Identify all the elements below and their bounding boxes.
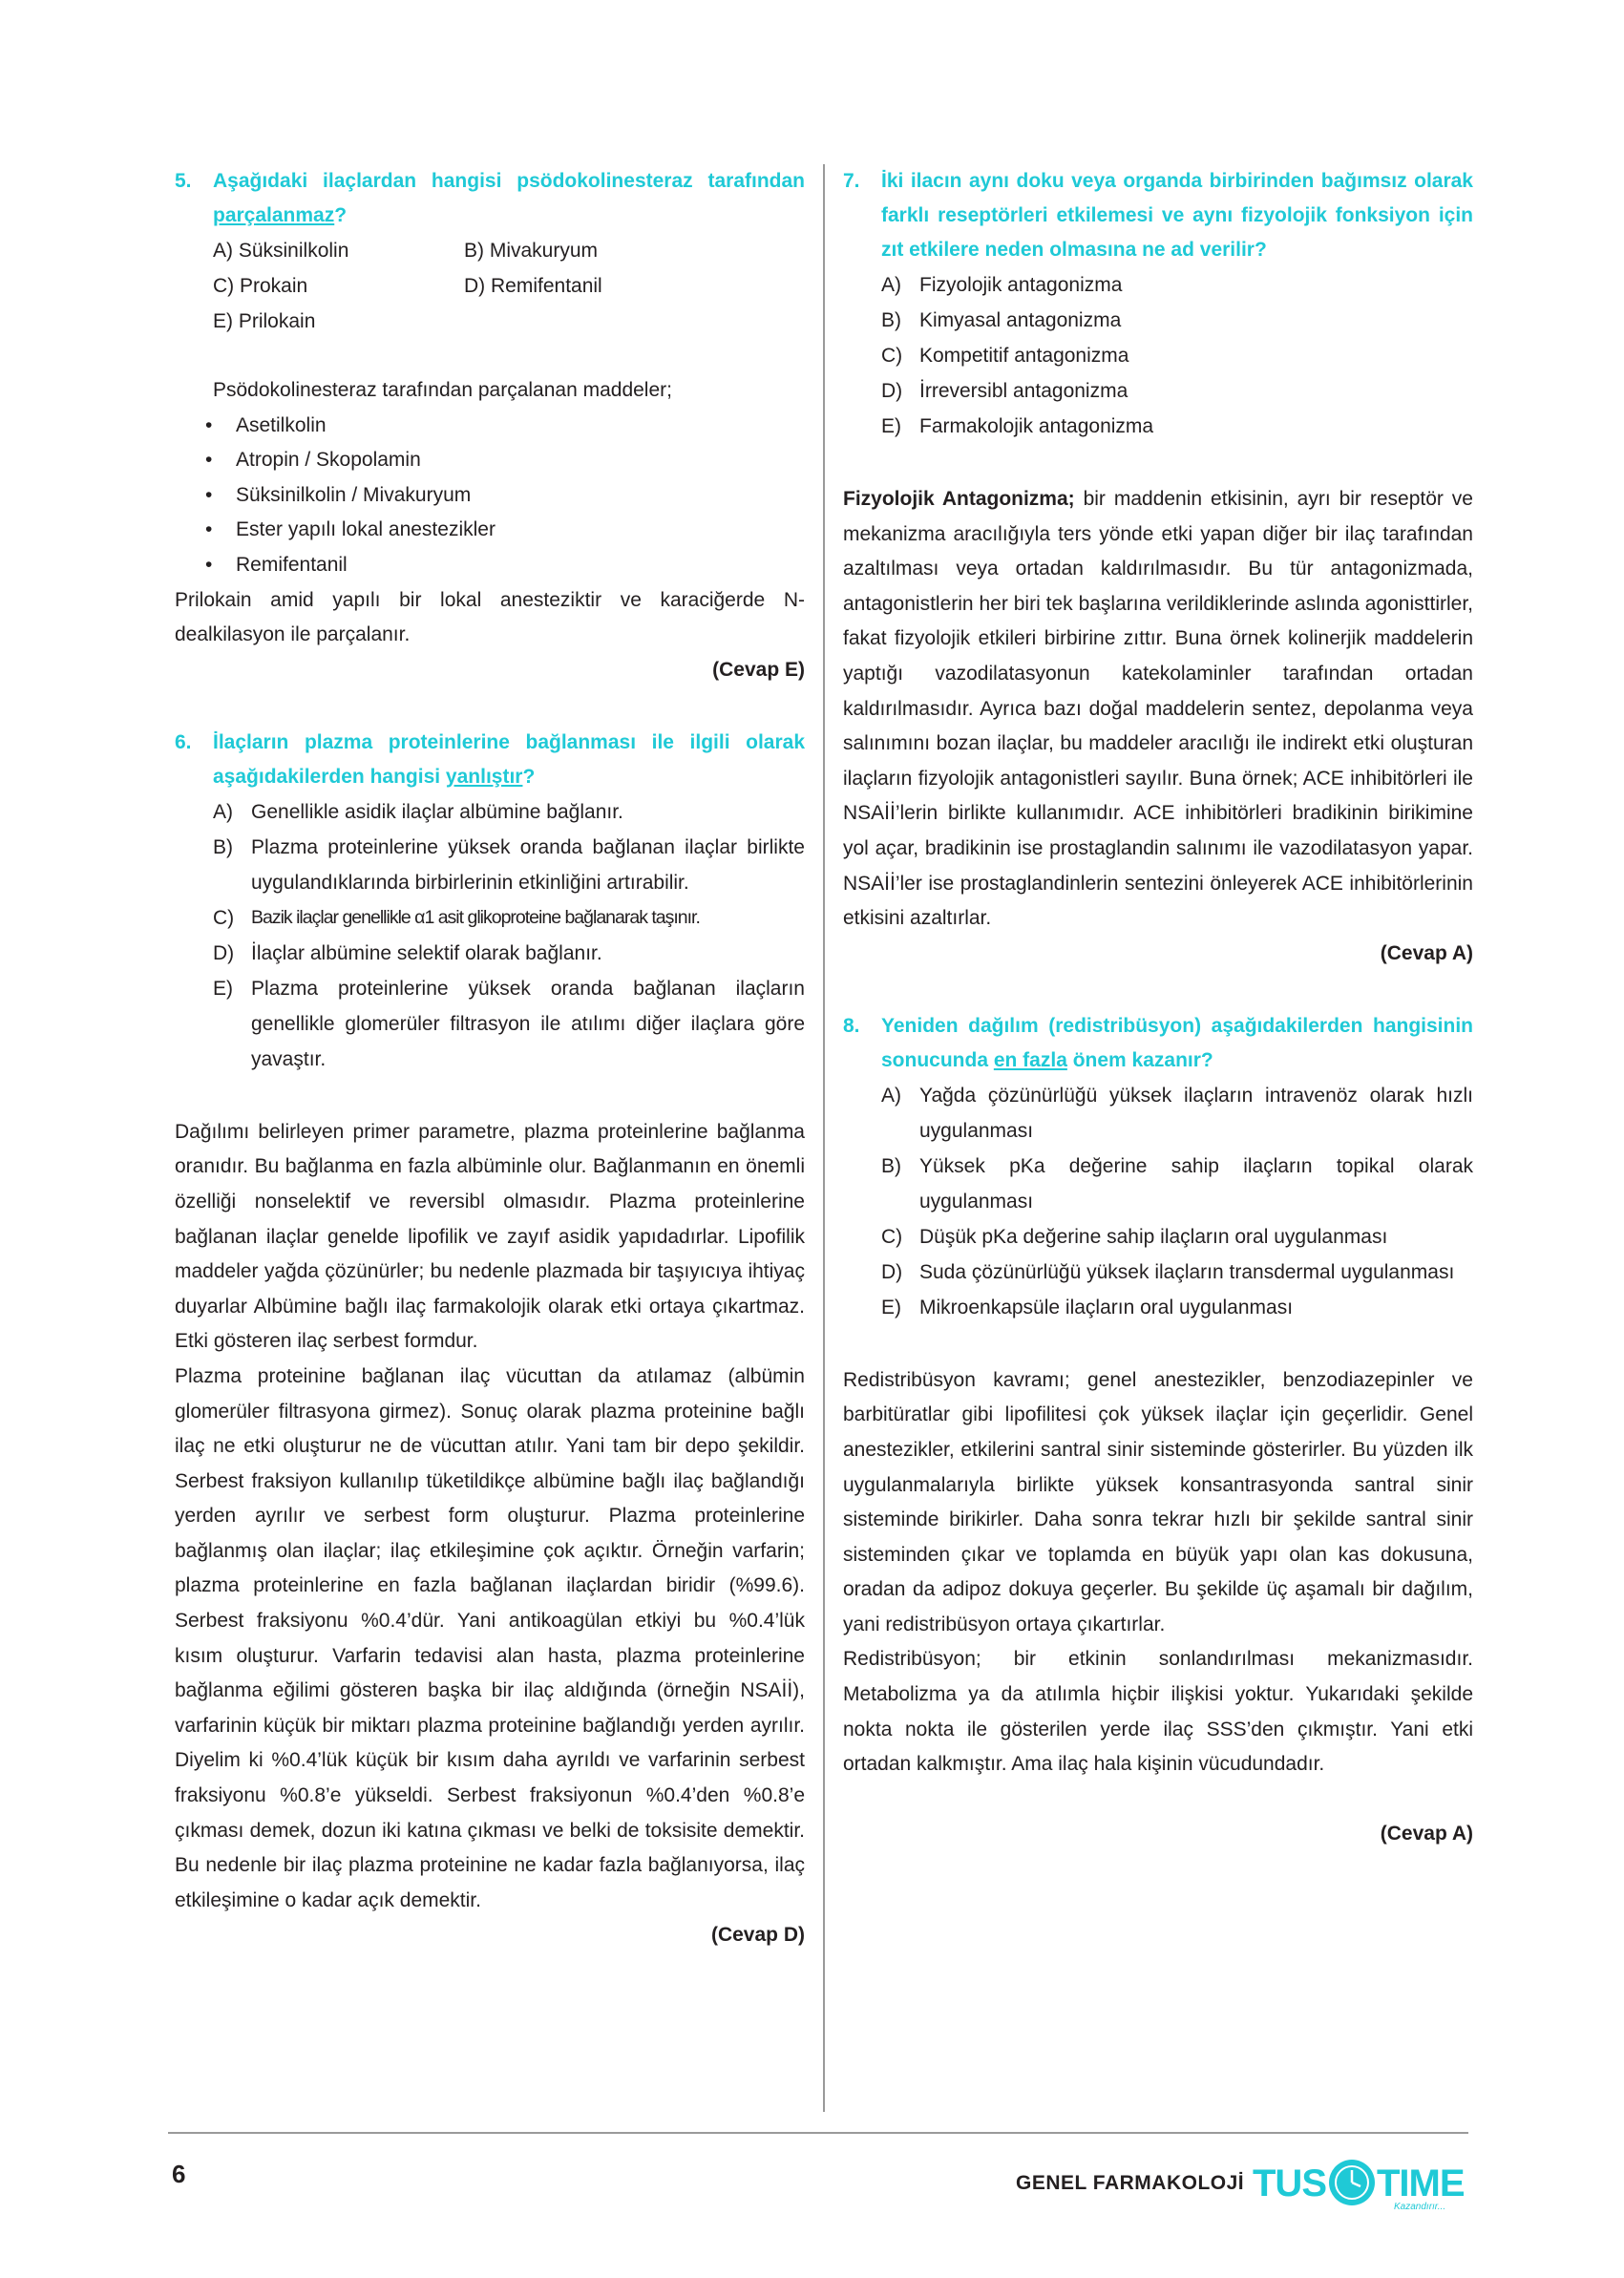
question-text-part: ? [522,765,536,788]
option-text: Plazma proteinlerine yüksek oranda bağlanan ilaçlar birlikte uygulandıklarında birbirlerinin etkinliğini artırabilir. [251,835,805,894]
option-text: Fizyolojik antagonizma [919,274,1123,296]
bullet-list [175,409,805,583]
option-d [881,373,1473,409]
option-text: Kompetitif antagonizma [919,345,1129,367]
option-text: Bazik ilaçlar genellikle α1 asit glikoproteine bağlanarak taşınır. [251,906,700,928]
right-column [843,164,1473,1851]
option-a [213,794,805,830]
answer-label: (Cevap D) [710,1924,805,1947]
option-letter: E) [213,977,233,1000]
question-number: 8. [843,1014,860,1037]
left-column [175,164,805,1952]
option-letter: D) [881,1260,903,1283]
option-b [881,1149,1473,1219]
option-text: Yağda çözünürlüğü yüksek ilaçların intravenöz olarak hızlı uygulanması [919,1084,1473,1142]
clock-icon [1329,2160,1375,2205]
option-text: Yüksek pKa değerine sahip ilaçların topikal olarak uygulanması [919,1154,1473,1213]
option-letter: C) [881,345,903,367]
question-text-part: Aşağıdaki ilaçlardan hangisi psödokolinesteraz tarafından [213,170,805,192]
list-item: • Atropin / Skopolamin [175,443,805,478]
answer-label: (Cevap A) [1380,1822,1473,1845]
option-e [881,409,1473,444]
explanation-paragraph [843,482,1473,937]
question-emphasis: yanlıştır [445,765,523,788]
option-text: Mikroenkapsüle ilaçların oral uygulanması [919,1296,1294,1318]
option-b: B) Mivakuryum [464,240,599,262]
option-b [213,830,805,900]
option-letter: D) [881,380,903,402]
option-text: Suda çözünürlüğü yüksek ilaçların transdermal uygulanması [919,1260,1455,1283]
option-b [881,303,1473,338]
option-letter: E) [881,415,901,437]
explanation-paragraph: Dağılımı belirleyen primer parametre, plazma proteinlerine bağlanma oranıdır. Bu bağlanma en fazla albüminle olur. Bağlanmanın en önemli özelliği nonselektif ve reversibl olmasıdır. Plazma proteinlerine bağlanan ilaçlar genelde lipofilik ve zayıf asidik yapıdadırlar. Lipofilik maddeler yağda çözünürler; bu nedenle plazmada bir taşıyıcıya ihtiyaç duyarlar Albümine bağlı ilaç farmakolojik olarak etki ortaya çıkartmaz. Etki gösteren ilaç serbest formdur. [175,1120,805,1353]
option-text: Düşük pKa değerine sahip ilaçların oral uygulanması [919,1225,1388,1248]
question-text [881,1009,1473,1078]
question-emphasis: parçalanmaz [213,204,335,226]
option-letter: B) [881,1154,901,1177]
question-text-part: İlaçların plazma proteinlerine bağlanması ile ilgili olarak aşağıdakilerden hangisi [213,730,805,788]
question-number: 7. [843,170,860,192]
option-text: Farmakolojik antagonizma [919,415,1154,437]
question-text [213,726,805,794]
explanation-text: bir maddenin etkisinin, ayrı bir reseptör ve mekanizma aracılığıyla ters yönde etki yapan diğer bir ilaç tarafından azaltılması veya ortadan kaldırılmasıdır. Bu tür antagonizmada, antagonistlerin her biri tek başlarına verildiklerinde aslında agonisttirler, fakat fizyolojik etkileri birbirine zıttır. Buna örnek kolinerjik maddelerin yaptığı vazodilatasyonun katekolaminler tarafından ortadan kaldırılmasıdır. Ayrıca bazı doğal maddelerin sentez, depolanma veya salınımını bozan ilaçlar, bu maddeler aracılığı ile indirekt etki oluşturan ilaçların fizyolojik antagonistleri sayılır. Buna örnek; ACE inhibitörleri ile NSAİİ’lerin birlikte kullanımıdır. ACE inhibitörleri bradikinin birikimine yol açar, bradikinin ise prostaglandin salınımı ile vazodilatasyon yapar. NSAİİ’ler ise prostaglandinlerin sentezini önleyerek ACE inhibitörlerinin etkisini azaltırlar. [843,488,1473,930]
section-title: GENEL FARMAKOLOJİ [1016,2172,1245,2194]
list-item: • Asetilkolin [175,409,805,444]
option-d [213,936,805,971]
question-text: İki ilacın aynı doku veya organda birbirinden bağımsız olarak farklı reseptörleri etkilemesi ve aynı fizyolojik fonksiyon için zıt etkilere neden olmasına ne ad verilir? [881,170,1473,261]
logo-tagline: Kazandırır... [1394,2202,1446,2211]
option-e: E) Prilokain [213,310,316,332]
logo-tus: TUS [1253,2162,1326,2204]
list-item: • Süksinilkolin / Mivakuryum [175,478,805,514]
footer-divider [168,2132,1468,2134]
option-d: D) Remifentanil [464,275,602,297]
question-6-options [213,794,805,1077]
question-text-part: Yeniden dağılım (redistribüsyon) aşağıdakilerden hangisinin sonucunda [881,1014,1473,1071]
option-d [881,1255,1473,1290]
option-text: İrreversibl antagonizma [919,380,1128,402]
term-heading: Fizyolojik Antagonizma; [843,488,1075,510]
question-text-part: ? [334,204,348,226]
option-c: C) Prokain [213,275,308,297]
question-text-part: önem kazanır? [1066,1048,1213,1071]
option-e [213,971,805,1077]
explanation-intro: Psödokolinesteraz tarafından parçalanan maddeler; [213,379,672,401]
column-divider [823,164,825,2112]
option-a: A) Süksinilkolin [213,240,349,262]
option-a [881,267,1473,303]
list-item: • Remifentanil [175,548,805,583]
option-c [213,900,805,936]
question-text [213,164,805,233]
option-letter: B) [213,835,233,858]
logo-time: TIME [1377,2162,1465,2204]
question-5-stem [175,164,805,233]
explanation-paragraph: Redistribüsyon kavramı; genel anestezikler, benzodiazepinler ve barbitüratlar gibi lipofilitesi çok yüksek ilaçlar için geçerlidir. Genel anestezikler, etkilerini santral sinir sisteminde gösterirler. Bu yüzden ilk uygulanmalarıyla birlikte yüksek konsantrasyonda santral sinir sisteminde birikirler. Daha sonra tekrar hızlı bir şekilde santral sinir sisteminden çıkar ve toplamda en büyük yapı olan kas dokusuna, oradan da adipoz dokuya geçerler. Bu şekilde üç aşamalı bir dağılım, yani redistribüsyon ortaya çıkartırlar. [843,1368,1473,1635]
page-number: 6 [172,2160,186,2188]
option-letter: C) [881,1225,903,1248]
explanation-paragraph: Redistribüsyon; bir etkinin sonlandırılması mekanizmasıdır. Metabolizma ya da atılımla hiçbir ilişkisi yoktur. Yukarıdaki şekilde nokta nokta ile gösterilen yerde ilaç SSS’den çıkmıştır. Yani etki ortadan kalkmıştır. Ama ilaç hala kişinin vücudundadır. [843,1648,1473,1776]
option-letter: A) [881,274,901,296]
question-number: 6. [175,730,192,753]
answer-label: (Cevap A) [1380,941,1473,964]
question-number: 5. [175,170,192,192]
question-7-stem [843,164,1473,267]
question-5-options [213,233,805,339]
explanation-paragraph: Plazma proteinine bağlanan ilaç vücuttan da atılamaz (albümin glomerüler filtrasyona girmez). Sonuç olarak plazma proteinine bağlı ilaç ne etki oluşturur ne de vücuttan atılır. Yani tam bir depo şekildir. Serbest fraksiyon kullanılıp tüketildikçe albümine bağlı ilaç bağlandığı yerden ayrılır ve serbest form oluşturur. Plazma proteinlerine bağlanmış olan ilaçlar; ilaç etkileşimine çok açıktır. Örneğin varfarin; plazma proteinlerine en fazla bağlanan ilaçlardan biridir (%99.6). Serbest fraksiyonu %0.4’dür. Yani antikoagülan etkiyi bu %0.4’lük kısım oluşturur. Varfarin tedavisi alan hasta, plazma proteinlerine bağlanma eğilimi gösteren başka bir ilaç aldığında (örneğin NSAİİ), varfarinin küçük bir miktarı plazma proteinine bağlandığı yerden ayrılır. Diyelim ki %0.4’lük küçük bir kısım daha ayrıldı ve varfarinin serbest fraksiyonu %0.8’e yükseldi. Serbest fraksiyonun %0.4’den %0.8’e çıkması demek, dozun iki katına çıkması ve belki de toksisite demektir. Bu nedenle bir ilaç plazma proteinine ne kadar fazla bağlanıyorsa, ilaç etkileşimine o kadar açık demektir. [175,1364,805,1911]
option-letter: A) [881,1084,901,1107]
option-text: Plazma proteinlerine yüksek oranda bağlanan ilaçların genellikle glomerüler filtrasyon ile atılımı diğer ilaçlara göre yavaştır. [251,977,805,1070]
tustime-logo [1253,2154,1472,2211]
option-letter: E) [881,1296,901,1318]
answer-label: (Cevap E) [712,658,805,681]
option-text: Genellikle asidik ilaçlar albümine bağlanır. [251,800,623,823]
option-c [881,1219,1473,1255]
list-item: • Ester yapılı lokal anestezikler [175,513,805,548]
option-c [881,338,1473,373]
question-8-stem [843,1009,1473,1078]
question-7-options [881,267,1473,444]
option-text: Kimyasal antagonizma [919,309,1122,331]
explanation-paragraph: Prilokain amid yapılı bir lokal anesteziktir ve karaciğerde N-dealkilasyon ile parçalanır. [175,588,805,646]
option-e [881,1290,1473,1325]
option-letter: C) [213,906,235,929]
option-letter: D) [213,941,235,964]
option-letter: B) [881,309,901,331]
option-a [881,1078,1473,1149]
question-emphasis: en fazla [993,1048,1067,1071]
option-letter: A) [213,800,233,823]
option-text: İlaçlar albümine selektif olarak bağlanır. [251,941,602,964]
question-8-options [881,1078,1473,1325]
question-6-stem [175,726,805,794]
